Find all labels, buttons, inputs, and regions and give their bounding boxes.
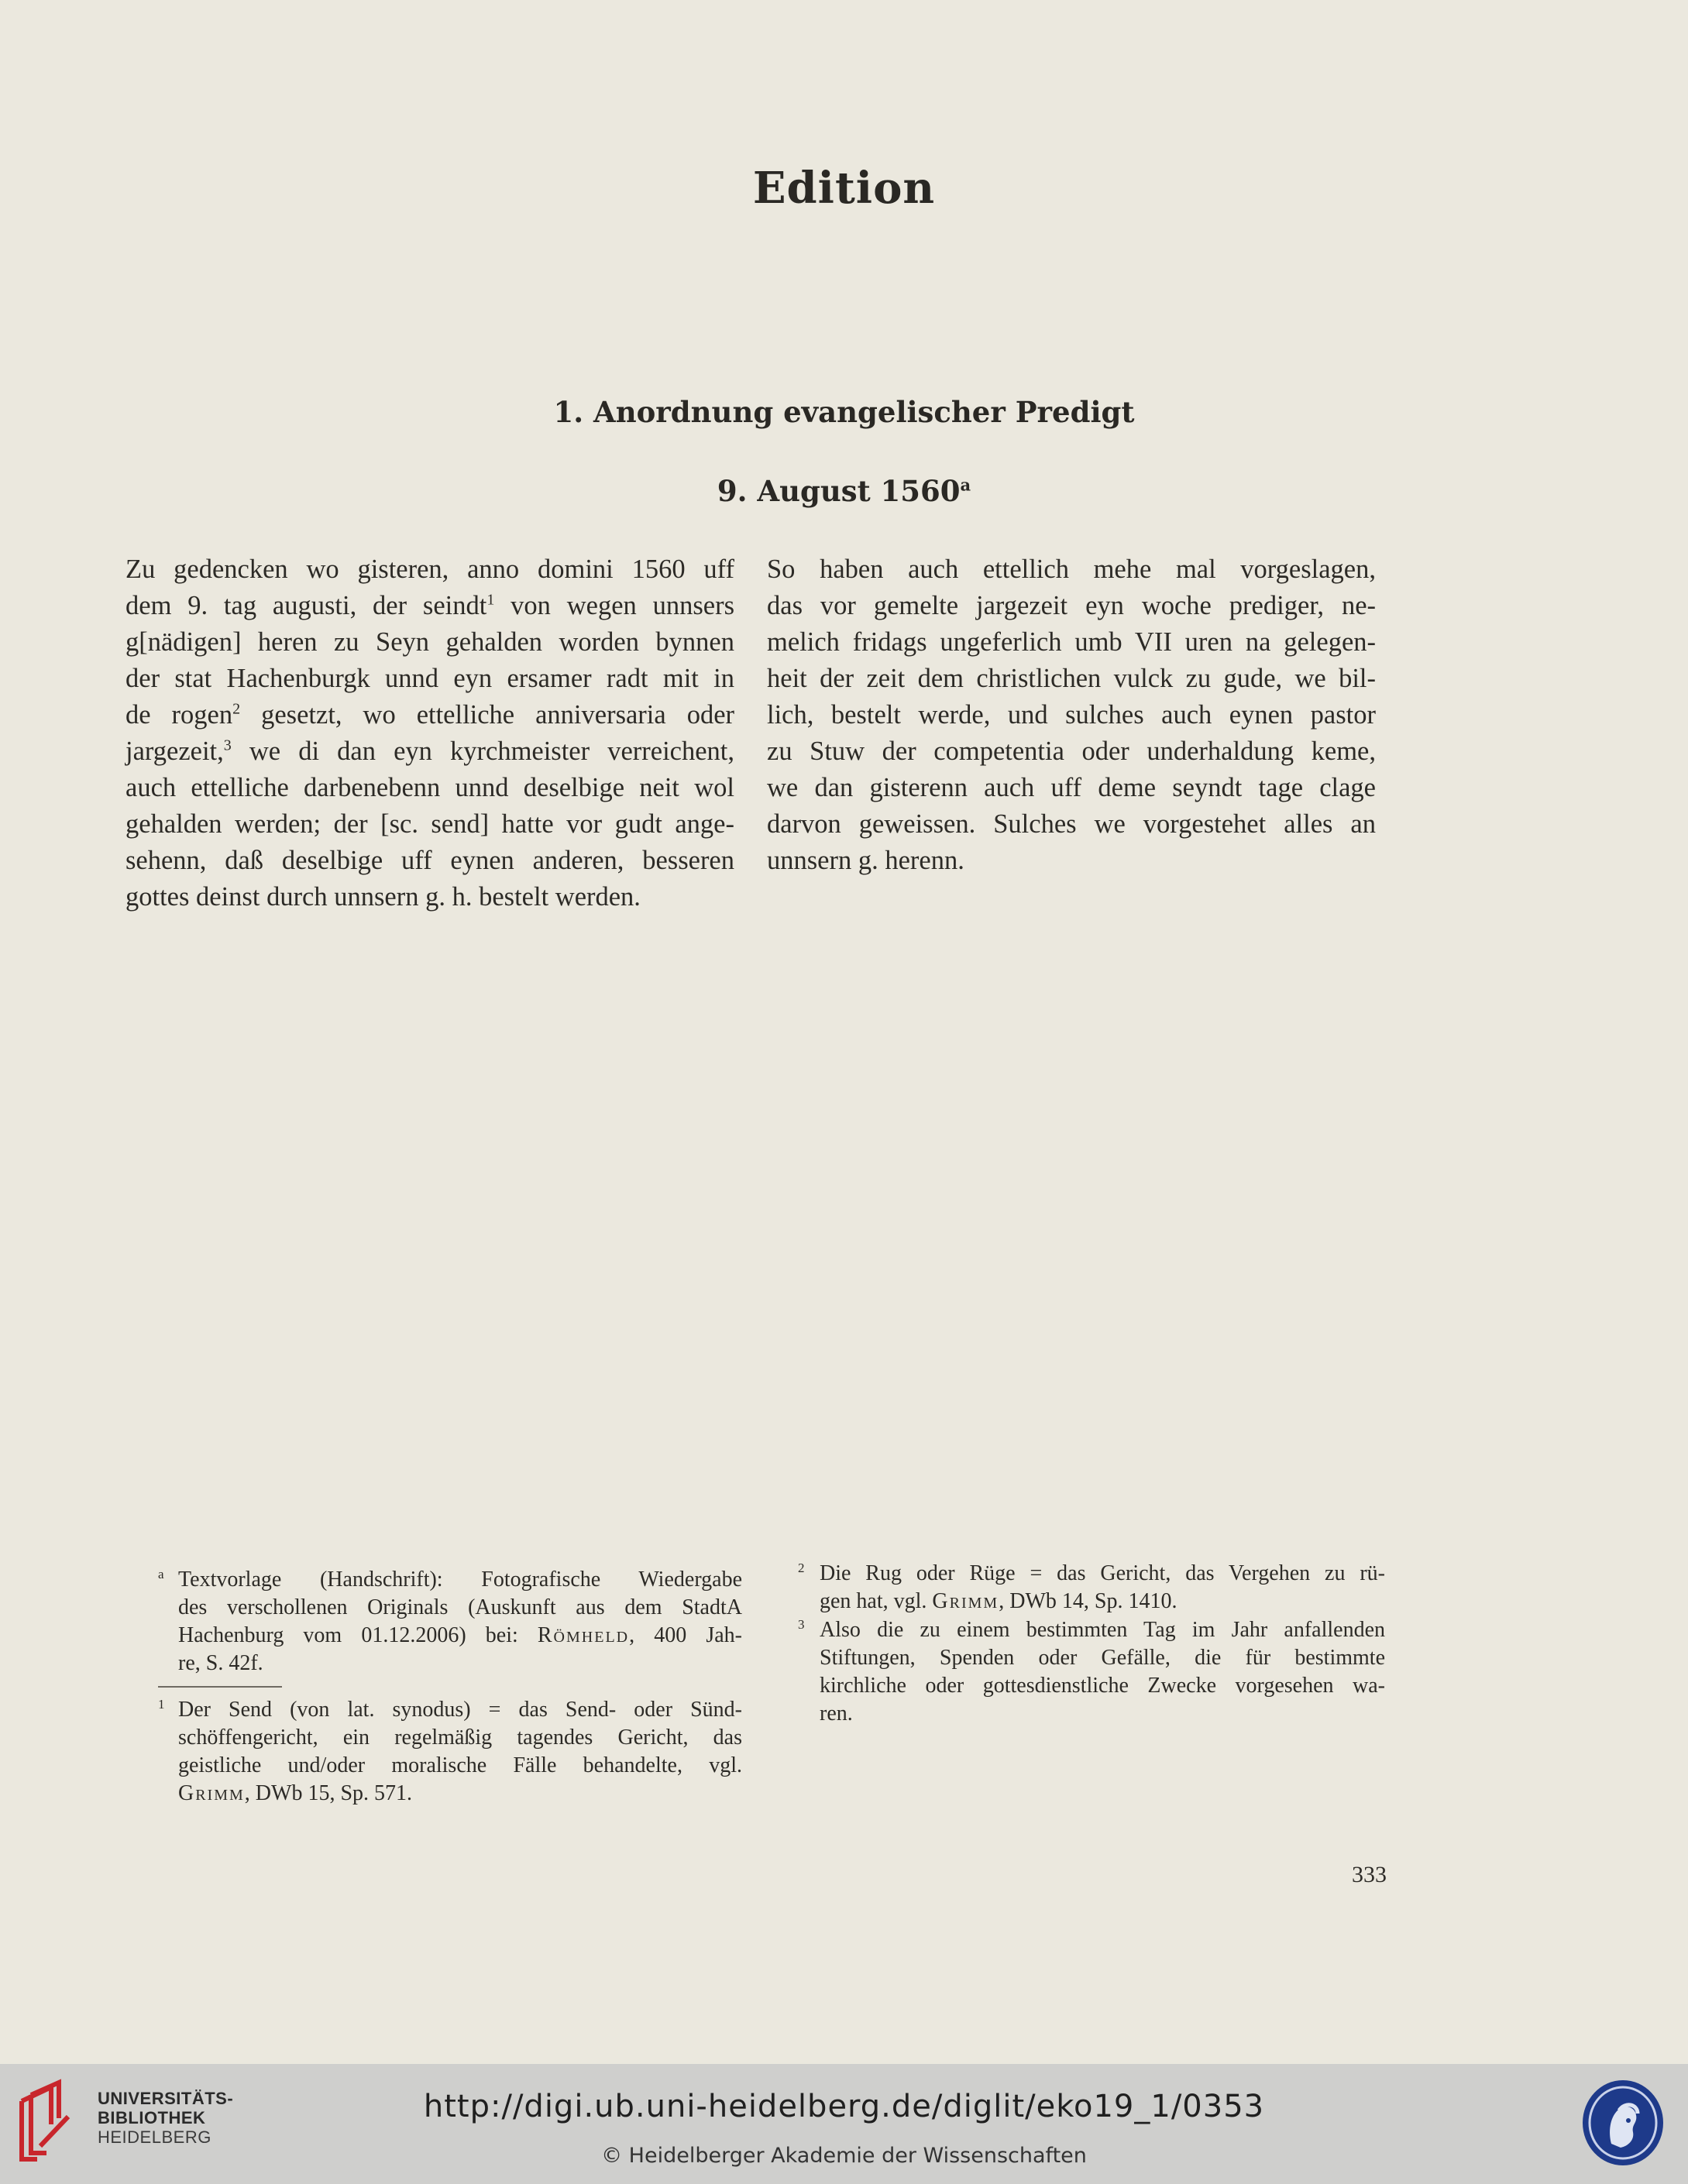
footnote-line: Hachenburg vom 01.12.2006) bei: Römheld, 400 Jah- xyxy=(178,1623,742,1647)
footnote-mark: 3 xyxy=(798,1617,805,1632)
section-heading: 1. Anordnung evangelischer Predigt xyxy=(553,395,1135,429)
footnote-line: Also die zu einem bestimmten Tag im Jahr anfallenden xyxy=(820,1618,1385,1642)
text-line: unnsern g. herenn. xyxy=(767,846,964,875)
footnote-line: ren. xyxy=(820,1702,853,1726)
footnote-2 xyxy=(798,1560,1385,1616)
footnote-3 xyxy=(798,1616,1385,1728)
text-line: auch ettelliche darbenebenn unnd deselbige neit wol xyxy=(125,773,734,802)
footnote-line: Der Send (von lat. synodus) = das Send- oder Sünd- xyxy=(178,1698,742,1722)
footnote-line: Textvorlage (Handschrift): Fotografische Wiedergabe xyxy=(178,1568,742,1592)
author-name: Grimm xyxy=(178,1781,245,1805)
author-name: Römheld xyxy=(537,1623,630,1647)
footnote-ref-2[interactable]: 2 xyxy=(232,700,241,718)
library-name-line: BIBLIOTHEK xyxy=(98,2108,206,2127)
footnote-line: des verschollenen Originals (Auskunft aus dem StadtA xyxy=(178,1595,742,1619)
footnote-mark: 2 xyxy=(798,1561,805,1575)
date-heading-text: 9. August 1560 xyxy=(717,474,961,508)
text-line: melich fridags ungeferlich umb VII uren na gelegen- xyxy=(767,627,1376,657)
footnote-ref-3[interactable]: 3 xyxy=(223,737,232,754)
academy-seal-icon[interactable] xyxy=(1580,2078,1666,2167)
footnote-mark: 1 xyxy=(158,1697,165,1712)
text-line: Zu gedencken wo gisteren, anno domini 1560 uff xyxy=(125,555,734,584)
footnote-line: Stiftungen, Spenden oder Gefälle, die für bestimmte xyxy=(820,1646,1385,1670)
footnote-divider xyxy=(158,1686,282,1688)
copyright-notice: © Heidelberger Akademie der Wissenschaften xyxy=(601,2144,1087,2168)
edition-heading: Edition xyxy=(752,163,936,214)
footnote-ref-1[interactable]: 1 xyxy=(486,591,495,609)
footnote-1 xyxy=(158,1696,742,1808)
text-line: dem 9. tag augusti, der seindt$^1$ von wegen unnsers xyxy=(125,591,734,620)
library-name-line: HEIDELBERG xyxy=(98,2127,211,2147)
author-name: Grimm xyxy=(932,1589,999,1613)
footnote-line: kirchliche oder gottesdienstliche Zwecke vorgesehen wa- xyxy=(820,1674,1385,1698)
right-text-column xyxy=(767,551,1376,879)
text-line: heit der zeit dem christlichen vulck zu gude, we bil- xyxy=(767,664,1376,693)
text-line: we dan gisterenn auch uff deme seyndt tage clage xyxy=(767,773,1376,802)
library-name-line: UNIVERSITÄTS- xyxy=(98,2089,234,2108)
text-line: gottes deinst durch unnsern g. h. bestelt werden. xyxy=(125,882,641,912)
footnote-line: gen hat, vgl. Grimm, DWb 14, Sp. 1410. xyxy=(820,1589,1177,1613)
text-line: g[nädigen] heren zu Seyn gehalden worden bynnen xyxy=(125,627,734,657)
text-line: de rogen$^2$ gesetzt, wo ettelliche anniversaria oder xyxy=(125,700,734,730)
footnote-mark: a xyxy=(158,1567,164,1581)
page-number: 333 xyxy=(1352,1862,1387,1887)
text-line: der stat Hachenburgk unnd eyn ersamer radt mit in xyxy=(125,664,734,693)
footnote-line: re, S. 42f. xyxy=(178,1651,263,1675)
text-line: darvon geweissen. Sulches we vorgestehet alles an xyxy=(767,809,1376,839)
date-footnote-mark[interactable]: a xyxy=(960,475,971,495)
text-line: zu Stuw der competentia oder underhaldung keme, xyxy=(767,737,1376,766)
footnote-line: Die Rug oder Rüge = das Gericht, das Vergehen zu rü- xyxy=(820,1561,1385,1585)
footnote-line: Grimm, DWb 15, Sp. 571. xyxy=(178,1781,413,1805)
text-line: So haben auch ettellich mehe mal vorgeslagen, xyxy=(767,555,1376,584)
left-text-column xyxy=(125,551,734,915)
text-line: gehalden werden; der [sc. send] hatte vor gudt ange- xyxy=(125,809,734,839)
date-heading xyxy=(0,474,1688,508)
footnote-line: schöffengericht, ein regelmäßig tagendes Gericht, das xyxy=(178,1726,742,1750)
text-line: lich, bestelt werde, und sulches auch eynen pastor xyxy=(767,700,1376,730)
footnote-line: geistliche und/oder moralische Fälle behandelte, vgl. xyxy=(178,1753,742,1777)
document-url-link[interactable]: http://digi.ub.uni-heidelberg.de/diglit/eko19_1/0353 xyxy=(423,2089,1265,2124)
text-line: jargezeit,$^3$ we di dan eyn kyrchmeister verreichent, xyxy=(125,737,734,766)
text-line: sehenn, daß deselbige uff eynen anderen, besseren xyxy=(125,846,734,875)
text-line: das vor gemelte jargezeit eyn woche prediger, ne- xyxy=(767,591,1376,620)
footnote-a xyxy=(158,1566,742,1677)
